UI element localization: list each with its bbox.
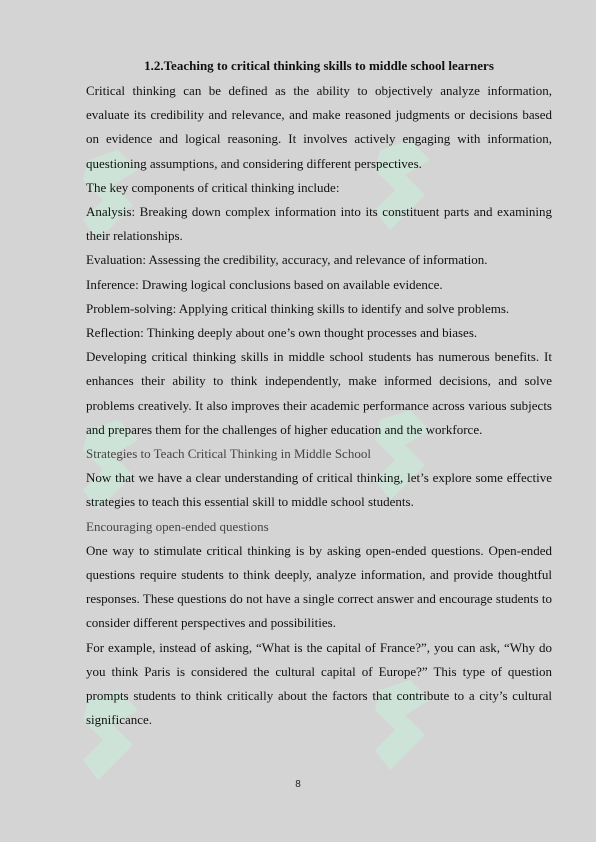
paragraph: Reflection: Thinking deeply about one’s own thought processes and biases.	[86, 325, 478, 341]
document-page	[86, 55, 552, 732]
paragraph: The key components of critical thinking include:	[86, 179, 340, 195]
paragraph: Developing critical thinking skills in middle school students has numerous benefits. It enhances their ability to think independently, make informed decisions, and solve problems creatively. It also improves their academic performance across various subjects and prepares them for the challenges of higher education and the workforce.	[86, 349, 552, 437]
paragraph: For example, instead of asking, “What is the capital of France?”, you can ask, “Why do you think Paris is considered the cultural capital of Europe?” This type of question prompts students to think critically about the factors that contribute to a city’s cultural significance.	[86, 639, 552, 728]
subheading: Encouraging open-ended questions	[86, 518, 269, 534]
document-body	[86, 79, 552, 732]
subheading: Strategies to Teach Critical Thinking in Middle School	[86, 446, 371, 462]
paragraph: Inference: Drawing logical conclusions based on available evidence.	[86, 276, 443, 292]
paragraph: Now that we have a clear understanding of critical thinking, let’s explore some effective strategies to teach this essential skill to middle school students.	[86, 470, 552, 510]
page-number: 8	[295, 779, 301, 790]
paragraph: Critical thinking can be defined as the ability to objectively analyze information, evaluate its credibility and relevance, and make reasoned judgments or decisions based on evidence and logical reasoning. It involves actively engaging with information, questioning assumptions, and considering different perspectives.	[86, 83, 552, 171]
paragraph: One way to stimulate critical thinking is by asking open-ended questions. Open-ended questions require students to think deeply, analyze information, and provide thoughtful responses. These questions do not have a single correct answer and encourage students to consider different perspectives and possibilities.	[86, 542, 552, 631]
paragraph: Problem-solving: Applying critical thinking skills to identify and solve problems.	[86, 300, 510, 316]
section-heading: 1.2.Teaching to critical thinking skills to middle school learners	[144, 58, 494, 73]
paragraph: Analysis: Breaking down complex information into its constituent parts and examining their relationships.	[86, 204, 552, 244]
paragraph: Evaluation: Assessing the credibility, accuracy, and relevance of information.	[86, 252, 488, 268]
